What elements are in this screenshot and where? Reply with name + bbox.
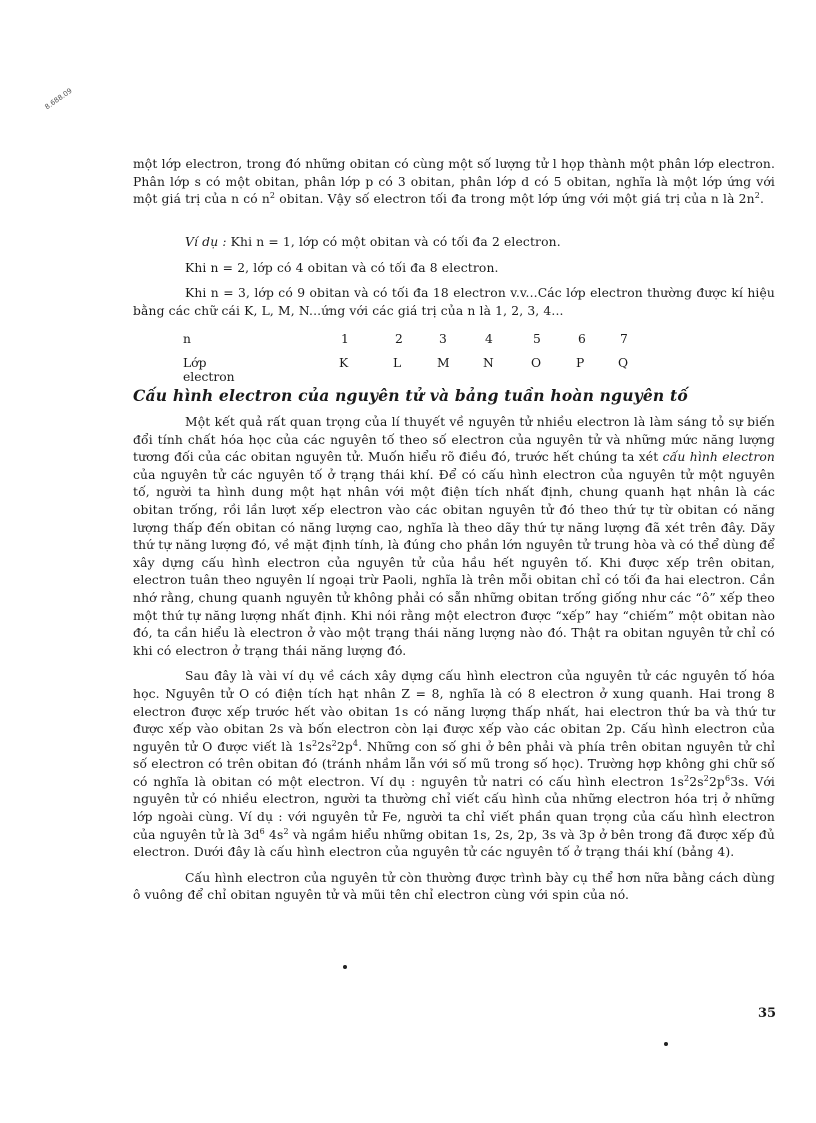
example-3: Khi n = 3, lớp có 9 obitan và có tối đa 18 electron v.v...Các lớp electron thường được kí hiệu bằng các chữ cái K, L, M, N...ứng với các giá trị của n là 1, 2, 3, 4... — [133, 286, 775, 318]
table-cell: Q — [618, 356, 629, 370]
example-2: Khi n = 2, lớp có 4 obitan và có tối đa 8 electron. — [185, 260, 499, 275]
body-paragraphs — [133, 414, 775, 905]
term-emphasis: cấu hình electron — [662, 450, 776, 465]
ink-speck — [343, 965, 347, 969]
table-cell: K — [339, 356, 349, 370]
table-cell: L — [393, 356, 402, 370]
section-title: Cấu hình electron của nguyên tử và bảng tuần hoàn nguyên tố — [133, 386, 688, 405]
table-cell: 6 — [578, 332, 586, 346]
table-cell: M — [437, 356, 450, 370]
paragraph-1: Một kết quả rất quan trọng của lí thuyết về nguyên tử nhiều electron là làm sáng tỏ sự biến đổi tính chất hóa học của các nguyên tố theo số electron của nguyên tử và những mức năng lượng tương đối của các obitan nguyên tử. Muốn hiểu rõ điều đó, trước hết chúng ta xét cấu hình electron của nguyên tử các nguyên tố ở trạng thái khí. Để có cấu hình electron của nguyên tử một nguyên tố, người ta hình dung một hạt nhân với một điện tích nhất định, chung quanh hạt nhân là các obitan trống, rồi lần lượt xếp electron vào các obitan nguyên tử đó theo thứ tự từ obitan có năng lượng thấp đến obitan có năng lượng cao, nghĩa là theo dãy thứ tự năng lượng đã xét trên đây. Dãy thứ tự năng lượng đó, về mặt định tính, là đúng cho phần lớn nguyên tử trung hòa và có thể dùng để xây dựng cấu hình electron của nguyên tử của hầu hết nguyên tố. Khi được xếp trên obitan, electron tuân theo nguyên lí ngoại trừ Paoli, nghĩa là trên mỗi obitan chỉ có tối đa hai electron. Cần nhớ rằng, chung quanh nguyên tử không phải có sẵn những obitan trống giống như các “ô” xếp theo một thứ tự năng lượng nhất định. Khi nói rằng một electron được “xếp” hay “chiếm” một obitan nào đó, ta cần hiểu là electron ở vào một trạng thái năng lượng nào đó. Thật ra obitan nguyên tử chỉ có khi có electron ở trạng thái năng lượng đó. — [133, 415, 776, 658]
intro-paragraph — [133, 156, 775, 209]
table-cell: 5 — [533, 332, 541, 346]
table-cell: 4 — [485, 332, 493, 346]
row-label: Lớp electron — [183, 356, 235, 384]
ink-speck — [664, 1042, 668, 1046]
table-cell: N — [483, 356, 494, 370]
library-stamp — [43, 71, 110, 132]
examples — [133, 234, 775, 320]
table-cell: 7 — [620, 332, 628, 346]
example-label: Ví dụ : — [185, 235, 227, 249]
paragraph-2: Sau đây là vài ví dụ về cách xây dựng cấu hình electron của nguyên tử các nguyên tố hóa học. Nguyên tử O có điện tích hạt nhân Z = 8, nghĩa là có 8 electron ở xung quanh. Hai trong 8 electron được xếp trước hết vào obitan 1s có năng lượng thấp nhất, hai electron thứ ba và thứ tư được xếp vào obitan 2s và bốn electron còn lại được xếp vào các obitan 2p. Cấu hình electron của nguyên tử O được viết là $1s^22s^22p^4$. Những con số ghi ở bên phải và phía trên obitan nguyên tử chỉ số electron có trên obitan đó (tránh nhầm lẫn với số mũ trong số học). Trường hợp không ghi chữ số có nghĩa là obitan có một electron. Ví dụ : nguyên tử natri có cấu hình electron $1s^22s^22p^63s$. Với nguyên tử có nhiều electron, người ta thường chỉ viết cấu hình của những electron hóa trị ở những lớp ngoài cùng. Ví dụ : với nguyên tử Fe, người ta chỉ viết phần quan trọng của cấu hình electron của nguyên tử là $3d^6$ $4s^2$ và ngầm hiểu những obitan 1s, 2s, 2p, 3s và 3p ở bên trong đã được xếp đủ electron. Dưới đây là cấu hình electron của nguyên tử các nguyên tố ở trạng thái khí (bảng 4). — [133, 669, 776, 860]
paragraph-3: Cấu hình electron của nguyên tử còn thường được trình bày cụ thể hơn nữa bằng cách dùng ô vuông để chỉ obitan nguyên tử và mũi tên chỉ electron cùng với spin của nó. — [133, 870, 775, 903]
table-cell: 1 — [341, 332, 349, 346]
table-cell: P — [576, 356, 585, 370]
row-label: n — [183, 332, 191, 346]
stamp-text: 8.688.09 — [43, 86, 74, 112]
table-cell: O — [531, 356, 542, 370]
table-cell: 3 — [439, 332, 447, 346]
intro-text: một lớp electron, trong đó những obitan có cùng một số lượng tử l họp thành một phân lớp electron. Phân lớp s có một obitan, phân lớp p có 3 obitan, phân lớp d có 5 obitan, nghĩa là một lớp ứng với một giá trị của n có $n^2$ obitan. Vậy số electron tối đa trong một lớp ứng với một giá trị của n là $2n^2$. — [133, 157, 775, 207]
table-cell: 2 — [395, 332, 403, 346]
page-number: 35 — [758, 1006, 777, 1021]
example-1: Ví dụ : Khi n = 1, lớp có một obitan và có tối đa 2 electron. — [185, 235, 561, 249]
